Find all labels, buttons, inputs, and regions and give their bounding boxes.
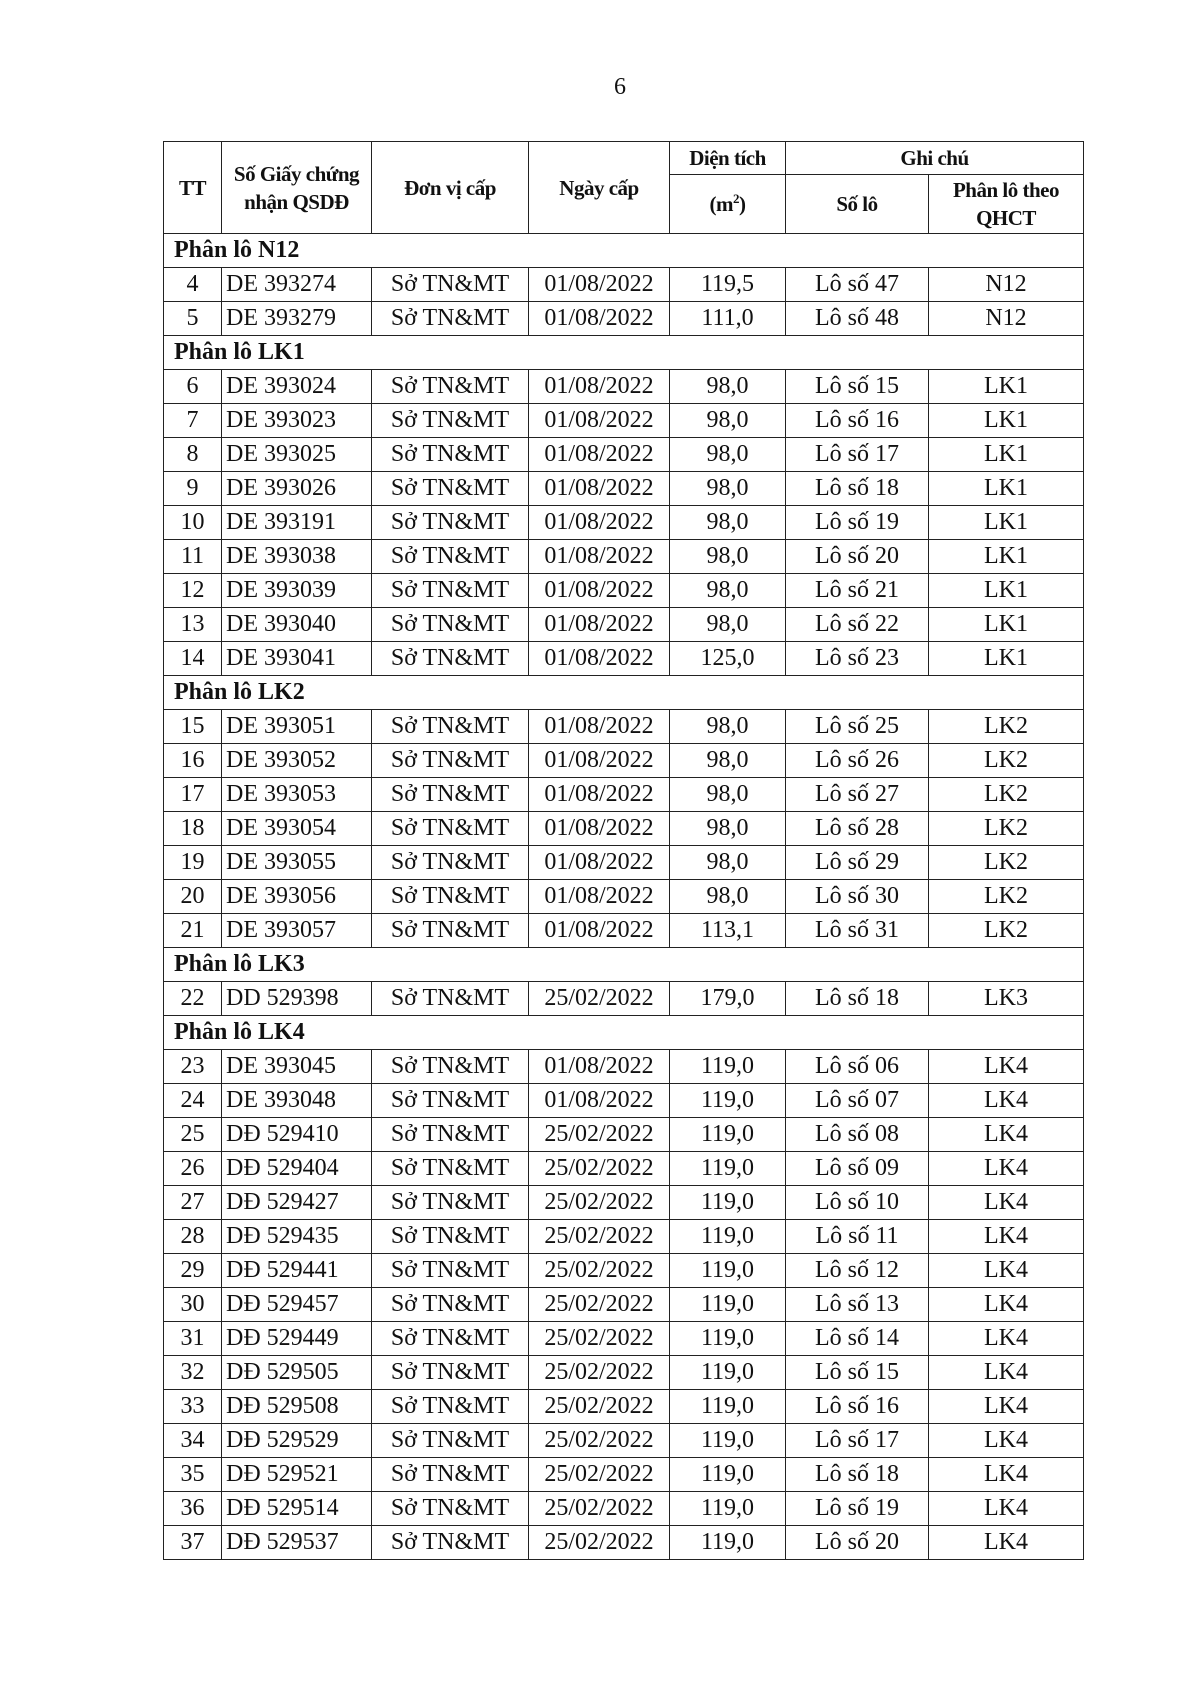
cell-cert-number: DE 393056 <box>222 880 372 914</box>
table-header <box>164 142 1084 234</box>
cell-area: 119,0 <box>670 1254 786 1288</box>
cell-issuing-unit: Sở TN&MT <box>372 642 529 676</box>
table-row <box>164 302 1084 336</box>
cell-tt: 6 <box>164 370 222 404</box>
cell-issue-date: 01/08/2022 <box>529 1050 670 1084</box>
cell-issue-date: 25/02/2022 <box>529 1118 670 1152</box>
cell-lot-number: Lô số 48 <box>786 302 929 336</box>
cell-issuing-unit: Sở TN&MT <box>372 744 529 778</box>
cell-tt: 23 <box>164 1050 222 1084</box>
table-row <box>164 1254 1084 1288</box>
cell-area: 98,0 <box>670 404 786 438</box>
cell-tt: 18 <box>164 812 222 846</box>
cell-cert-number: DE 393023 <box>222 404 372 438</box>
cell-tt: 26 <box>164 1152 222 1186</box>
cell-issue-date: 25/02/2022 <box>529 1220 670 1254</box>
cell-tt: 17 <box>164 778 222 812</box>
cell-tt: 21 <box>164 914 222 948</box>
cell-area: 98,0 <box>670 744 786 778</box>
table-row <box>164 370 1084 404</box>
cell-plot: LK4 <box>929 1288 1084 1322</box>
cell-plot: LK4 <box>929 1084 1084 1118</box>
cell-area: 119,0 <box>670 1458 786 1492</box>
cell-issuing-unit: Sở TN&MT <box>372 608 529 642</box>
table-row <box>164 642 1084 676</box>
group-title: Phân lô LK3 <box>164 948 1084 982</box>
table-row <box>164 1118 1084 1152</box>
cell-plot: LK4 <box>929 1118 1084 1152</box>
cell-issue-date: 01/08/2022 <box>529 846 670 880</box>
cell-issuing-unit: Sở TN&MT <box>372 1356 529 1390</box>
cell-issue-date: 01/08/2022 <box>529 914 670 948</box>
cell-tt: 31 <box>164 1322 222 1356</box>
cell-cert-number: DĐ 529537 <box>222 1526 372 1560</box>
table-row <box>164 1458 1084 1492</box>
cell-area: 98,0 <box>670 540 786 574</box>
cell-issuing-unit: Sở TN&MT <box>372 574 529 608</box>
table-row <box>164 982 1084 1016</box>
cell-area: 119,0 <box>670 1526 786 1560</box>
cell-issue-date: 01/08/2022 <box>529 506 670 540</box>
cell-area: 119,0 <box>670 1288 786 1322</box>
cell-area: 119,0 <box>670 1390 786 1424</box>
cell-issue-date: 25/02/2022 <box>529 1356 670 1390</box>
cell-issue-date: 01/08/2022 <box>529 540 670 574</box>
cell-lot-number: Lô số 15 <box>786 370 929 404</box>
cell-area: 98,0 <box>670 472 786 506</box>
cell-issuing-unit: Sở TN&MT <box>372 1288 529 1322</box>
cell-cert-number: DĐ 529449 <box>222 1322 372 1356</box>
group-row <box>164 336 1084 370</box>
table-row <box>164 846 1084 880</box>
area-unit-close: ) <box>739 192 746 216</box>
cell-area: 179,0 <box>670 982 786 1016</box>
cell-lot-number: Lô số 25 <box>786 710 929 744</box>
cell-issue-date: 01/08/2022 <box>529 1084 670 1118</box>
cell-issue-date: 01/08/2022 <box>529 642 670 676</box>
cell-cert-number: DE 393025 <box>222 438 372 472</box>
cell-area: 98,0 <box>670 846 786 880</box>
cell-plot: LK4 <box>929 1492 1084 1526</box>
cell-issue-date: 01/08/2022 <box>529 778 670 812</box>
cell-cert-number: DE 393055 <box>222 846 372 880</box>
cell-plot: N12 <box>929 268 1084 302</box>
cell-plot: LK4 <box>929 1050 1084 1084</box>
cell-lot-number: Lô số 26 <box>786 744 929 778</box>
cell-cert-number: DD 529398 <box>222 982 372 1016</box>
cell-cert-number: DĐ 529435 <box>222 1220 372 1254</box>
cell-issuing-unit: Sở TN&MT <box>372 1220 529 1254</box>
cell-cert-number: DE 393057 <box>222 914 372 948</box>
cell-issuing-unit: Sở TN&MT <box>372 812 529 846</box>
table-row <box>164 404 1084 438</box>
cell-plot: LK1 <box>929 540 1084 574</box>
cell-tt: 10 <box>164 506 222 540</box>
cell-lot-number: Lô số 18 <box>786 472 929 506</box>
cell-tt: 30 <box>164 1288 222 1322</box>
group-row <box>164 948 1084 982</box>
cell-issuing-unit: Sở TN&MT <box>372 1050 529 1084</box>
cell-plot: LK2 <box>929 710 1084 744</box>
cell-issuing-unit: Sở TN&MT <box>372 1152 529 1186</box>
cell-cert-number: DĐ 529410 <box>222 1118 372 1152</box>
cell-tt: 4 <box>164 268 222 302</box>
header-area-unit <box>670 175 786 234</box>
cell-area: 119,0 <box>670 1492 786 1526</box>
cell-area: 98,0 <box>670 574 786 608</box>
cell-tt: 16 <box>164 744 222 778</box>
cell-area: 98,0 <box>670 608 786 642</box>
cell-issuing-unit: Sở TN&MT <box>372 506 529 540</box>
table-row <box>164 1356 1084 1390</box>
cell-tt: 5 <box>164 302 222 336</box>
cell-tt: 32 <box>164 1356 222 1390</box>
header-note: Ghi chú <box>786 142 1084 175</box>
cell-area: 119,5 <box>670 268 786 302</box>
cell-issuing-unit: Sở TN&MT <box>372 1186 529 1220</box>
cell-issuing-unit: Sở TN&MT <box>372 710 529 744</box>
area-unit-sup: 2 <box>733 191 739 206</box>
cell-tt: 8 <box>164 438 222 472</box>
table-row <box>164 778 1084 812</box>
cell-issuing-unit: Sở TN&MT <box>372 438 529 472</box>
cell-lot-number: Lô số 13 <box>786 1288 929 1322</box>
cell-area: 119,0 <box>670 1322 786 1356</box>
cell-issue-date: 01/08/2022 <box>529 370 670 404</box>
cell-lot-number: Lô số 22 <box>786 608 929 642</box>
group-row <box>164 676 1084 710</box>
cell-plot: LK4 <box>929 1356 1084 1390</box>
cell-cert-number: DE 393191 <box>222 506 372 540</box>
cell-lot-number: Lô số 27 <box>786 778 929 812</box>
table-row <box>164 1288 1084 1322</box>
table-row <box>164 1186 1084 1220</box>
cell-plot: LK4 <box>929 1322 1084 1356</box>
cell-tt: 7 <box>164 404 222 438</box>
cell-area: 119,0 <box>670 1220 786 1254</box>
cell-cert-number: DĐ 529529 <box>222 1424 372 1458</box>
cell-cert-number: DE 393053 <box>222 778 372 812</box>
cell-cert-number: DE 393040 <box>222 608 372 642</box>
cell-lot-number: Lô số 14 <box>786 1322 929 1356</box>
cell-area: 98,0 <box>670 370 786 404</box>
cell-lot-number: Lô số 47 <box>786 268 929 302</box>
cell-lot-number: Lô số 20 <box>786 1526 929 1560</box>
cell-issue-date: 25/02/2022 <box>529 1390 670 1424</box>
table-row <box>164 1390 1084 1424</box>
cell-issuing-unit: Sở TN&MT <box>372 1424 529 1458</box>
table-row <box>164 1050 1084 1084</box>
cell-cert-number: DE 393048 <box>222 1084 372 1118</box>
cell-cert-number: DĐ 529427 <box>222 1186 372 1220</box>
cell-lot-number: Lô số 20 <box>786 540 929 574</box>
cell-lot-number: Lô số 31 <box>786 914 929 948</box>
cell-issuing-unit: Sở TN&MT <box>372 404 529 438</box>
cell-issuing-unit: Sở TN&MT <box>372 540 529 574</box>
cell-area: 98,0 <box>670 438 786 472</box>
cell-issuing-unit: Sở TN&MT <box>372 778 529 812</box>
cell-issuing-unit: Sở TN&MT <box>372 846 529 880</box>
table-row <box>164 880 1084 914</box>
cell-tt: 34 <box>164 1424 222 1458</box>
cell-lot-number: Lô số 18 <box>786 982 929 1016</box>
cell-lot-number: Lô số 28 <box>786 812 929 846</box>
cell-cert-number: DE 393045 <box>222 1050 372 1084</box>
cell-lot-number: Lô số 09 <box>786 1152 929 1186</box>
cell-tt: 22 <box>164 982 222 1016</box>
cell-plot: LK1 <box>929 574 1084 608</box>
table-row <box>164 914 1084 948</box>
cell-lot-number: Lô số 15 <box>786 1356 929 1390</box>
cell-issue-date: 25/02/2022 <box>529 1186 670 1220</box>
cell-lot-number: Lô số 21 <box>786 574 929 608</box>
cell-cert-number: DE 393024 <box>222 370 372 404</box>
cell-plot: LK2 <box>929 846 1084 880</box>
group-row <box>164 1016 1084 1050</box>
cell-area: 119,0 <box>670 1118 786 1152</box>
cell-issue-date: 25/02/2022 <box>529 1424 670 1458</box>
cell-issuing-unit: Sở TN&MT <box>372 302 529 336</box>
cell-cert-number: DĐ 529441 <box>222 1254 372 1288</box>
cell-tt: 13 <box>164 608 222 642</box>
header-tt: TT <box>164 142 222 234</box>
cell-tt: 14 <box>164 642 222 676</box>
cell-area: 98,0 <box>670 880 786 914</box>
cell-plot: LK1 <box>929 506 1084 540</box>
cell-tt: 20 <box>164 880 222 914</box>
cell-plot: LK2 <box>929 914 1084 948</box>
table-row <box>164 744 1084 778</box>
table-row <box>164 1084 1084 1118</box>
cell-cert-number: DĐ 529457 <box>222 1288 372 1322</box>
cell-issue-date: 25/02/2022 <box>529 1492 670 1526</box>
table-row <box>164 1526 1084 1560</box>
table-row <box>164 574 1084 608</box>
cell-plot: LK2 <box>929 744 1084 778</box>
cell-area: 113,1 <box>670 914 786 948</box>
cell-lot-number: Lô số 07 <box>786 1084 929 1118</box>
cell-lot-number: Lô số 19 <box>786 1492 929 1526</box>
cell-area: 111,0 <box>670 302 786 336</box>
cell-area: 125,0 <box>670 642 786 676</box>
table-row <box>164 506 1084 540</box>
cell-issue-date: 01/08/2022 <box>529 608 670 642</box>
cell-issue-date: 01/08/2022 <box>529 404 670 438</box>
header-plot-qhct: Phân lô theo QHCT <box>929 175 1084 234</box>
cell-cert-number: DE 393054 <box>222 812 372 846</box>
group-title: Phân lô LK2 <box>164 676 1084 710</box>
cell-area: 119,0 <box>670 1050 786 1084</box>
cell-tt: 27 <box>164 1186 222 1220</box>
table-row <box>164 812 1084 846</box>
cell-plot: LK3 <box>929 982 1084 1016</box>
cell-plot: LK4 <box>929 1526 1084 1560</box>
cell-lot-number: Lô số 17 <box>786 1424 929 1458</box>
cell-lot-number: Lô số 16 <box>786 404 929 438</box>
header-area: Diện tích <box>670 142 786 175</box>
cell-tt: 28 <box>164 1220 222 1254</box>
cell-lot-number: Lô số 16 <box>786 1390 929 1424</box>
cell-cert-number: DE 393051 <box>222 710 372 744</box>
cell-lot-number: Lô số 23 <box>786 642 929 676</box>
table-row <box>164 472 1084 506</box>
cell-tt: 9 <box>164 472 222 506</box>
table-row <box>164 1492 1084 1526</box>
cell-issue-date: 01/08/2022 <box>529 438 670 472</box>
cell-cert-number: DE 393052 <box>222 744 372 778</box>
cell-area: 98,0 <box>670 506 786 540</box>
cell-plot: N12 <box>929 302 1084 336</box>
cell-cert-number: DĐ 529505 <box>222 1356 372 1390</box>
cell-issue-date: 01/08/2022 <box>529 574 670 608</box>
cell-issuing-unit: Sở TN&MT <box>372 914 529 948</box>
header-issuing-unit: Đơn vị cấp <box>372 142 529 234</box>
cell-issuing-unit: Sở TN&MT <box>372 1458 529 1492</box>
cell-issue-date: 01/08/2022 <box>529 812 670 846</box>
cell-issue-date: 01/08/2022 <box>529 744 670 778</box>
cell-tt: 36 <box>164 1492 222 1526</box>
cell-issue-date: 01/08/2022 <box>529 880 670 914</box>
group-title: Phân lô N12 <box>164 234 1084 268</box>
cell-plot: LK2 <box>929 880 1084 914</box>
cell-tt: 24 <box>164 1084 222 1118</box>
cell-tt: 29 <box>164 1254 222 1288</box>
cell-tt: 12 <box>164 574 222 608</box>
cell-area: 98,0 <box>670 710 786 744</box>
cell-cert-number: DE 393274 <box>222 268 372 302</box>
cell-issuing-unit: Sở TN&MT <box>372 982 529 1016</box>
cell-tt: 19 <box>164 846 222 880</box>
cell-issue-date: 01/08/2022 <box>529 472 670 506</box>
cell-issue-date: 01/08/2022 <box>529 710 670 744</box>
cell-lot-number: Lô số 11 <box>786 1220 929 1254</box>
cell-lot-number: Lô số 12 <box>786 1254 929 1288</box>
cell-cert-number: DĐ 529508 <box>222 1390 372 1424</box>
cell-issue-date: 01/08/2022 <box>529 268 670 302</box>
cell-cert-number: DE 393026 <box>222 472 372 506</box>
cell-plot: LK4 <box>929 1424 1084 1458</box>
cell-lot-number: Lô số 06 <box>786 1050 929 1084</box>
cell-issuing-unit: Sở TN&MT <box>372 1390 529 1424</box>
cell-issuing-unit: Sở TN&MT <box>372 1526 529 1560</box>
area-unit-open: (m <box>709 192 733 216</box>
page-number: 6 <box>614 74 626 100</box>
cell-cert-number: DĐ 529514 <box>222 1492 372 1526</box>
cell-plot: LK4 <box>929 1152 1084 1186</box>
cell-cert-number: DĐ 529521 <box>222 1458 372 1492</box>
cell-issuing-unit: Sở TN&MT <box>372 370 529 404</box>
cell-issue-date: 25/02/2022 <box>529 1526 670 1560</box>
cell-tt: 33 <box>164 1390 222 1424</box>
table-row <box>164 1322 1084 1356</box>
cell-area: 119,0 <box>670 1186 786 1220</box>
table-row <box>164 1152 1084 1186</box>
cell-issue-date: 25/02/2022 <box>529 1254 670 1288</box>
cell-plot: LK4 <box>929 1390 1084 1424</box>
cell-plot: LK1 <box>929 404 1084 438</box>
cell-lot-number: Lô số 17 <box>786 438 929 472</box>
table-row <box>164 710 1084 744</box>
cell-tt: 15 <box>164 710 222 744</box>
cell-area: 119,0 <box>670 1084 786 1118</box>
cell-plot: LK2 <box>929 812 1084 846</box>
cell-area: 119,0 <box>670 1152 786 1186</box>
cell-issuing-unit: Sở TN&MT <box>372 880 529 914</box>
header-lot-number: Số lô <box>786 175 929 234</box>
group-title: Phân lô LK1 <box>164 336 1084 370</box>
table-body <box>164 234 1084 1560</box>
cell-issuing-unit: Sở TN&MT <box>372 1254 529 1288</box>
cell-plot: LK1 <box>929 438 1084 472</box>
cell-lot-number: Lô số 29 <box>786 846 929 880</box>
cell-issue-date: 25/02/2022 <box>529 1322 670 1356</box>
cell-issuing-unit: Sở TN&MT <box>372 1492 529 1526</box>
cell-issue-date: 01/08/2022 <box>529 302 670 336</box>
cell-lot-number: Lô số 19 <box>786 506 929 540</box>
cell-issuing-unit: Sở TN&MT <box>372 472 529 506</box>
cell-plot: LK2 <box>929 778 1084 812</box>
table-row <box>164 438 1084 472</box>
cell-issuing-unit: Sở TN&MT <box>372 1118 529 1152</box>
cell-plot: LK1 <box>929 642 1084 676</box>
cell-area: 98,0 <box>670 778 786 812</box>
cell-area: 98,0 <box>670 812 786 846</box>
table-row <box>164 268 1084 302</box>
cell-cert-number: DĐ 529404 <box>222 1152 372 1186</box>
cell-tt: 37 <box>164 1526 222 1560</box>
cell-issuing-unit: Sở TN&MT <box>372 268 529 302</box>
group-title: Phân lô LK4 <box>164 1016 1084 1050</box>
table-row <box>164 1220 1084 1254</box>
cell-cert-number: DE 393039 <box>222 574 372 608</box>
cell-plot: LK4 <box>929 1458 1084 1492</box>
cell-cert-number: DE 393038 <box>222 540 372 574</box>
cell-issue-date: 25/02/2022 <box>529 1288 670 1322</box>
cell-issue-date: 25/02/2022 <box>529 1458 670 1492</box>
header-issue-date: Ngày cấp <box>529 142 670 234</box>
cell-plot: LK4 <box>929 1220 1084 1254</box>
cell-tt: 11 <box>164 540 222 574</box>
cell-plot: LK1 <box>929 472 1084 506</box>
cell-tt: 35 <box>164 1458 222 1492</box>
cell-lot-number: Lô số 18 <box>786 1458 929 1492</box>
cell-lot-number: Lô số 30 <box>786 880 929 914</box>
certificate-table <box>163 141 1084 1560</box>
cell-area: 119,0 <box>670 1424 786 1458</box>
cell-issuing-unit: Sở TN&MT <box>372 1322 529 1356</box>
cell-plot: LK1 <box>929 370 1084 404</box>
cell-lot-number: Lô số 10 <box>786 1186 929 1220</box>
cell-plot: LK4 <box>929 1254 1084 1288</box>
cell-plot: LK1 <box>929 608 1084 642</box>
cell-issue-date: 25/02/2022 <box>529 1152 670 1186</box>
header-cert-number: Số Giấy chứng nhận QSDĐ <box>222 142 372 234</box>
cell-area: 119,0 <box>670 1356 786 1390</box>
cell-cert-number: DE 393041 <box>222 642 372 676</box>
cell-plot: LK4 <box>929 1186 1084 1220</box>
table-row <box>164 1424 1084 1458</box>
cell-issuing-unit: Sở TN&MT <box>372 1084 529 1118</box>
group-row <box>164 234 1084 268</box>
cell-tt: 25 <box>164 1118 222 1152</box>
table-row <box>164 540 1084 574</box>
cell-cert-number: DE 393279 <box>222 302 372 336</box>
cell-issue-date: 25/02/2022 <box>529 982 670 1016</box>
cell-lot-number: Lô số 08 <box>786 1118 929 1152</box>
table-row <box>164 608 1084 642</box>
